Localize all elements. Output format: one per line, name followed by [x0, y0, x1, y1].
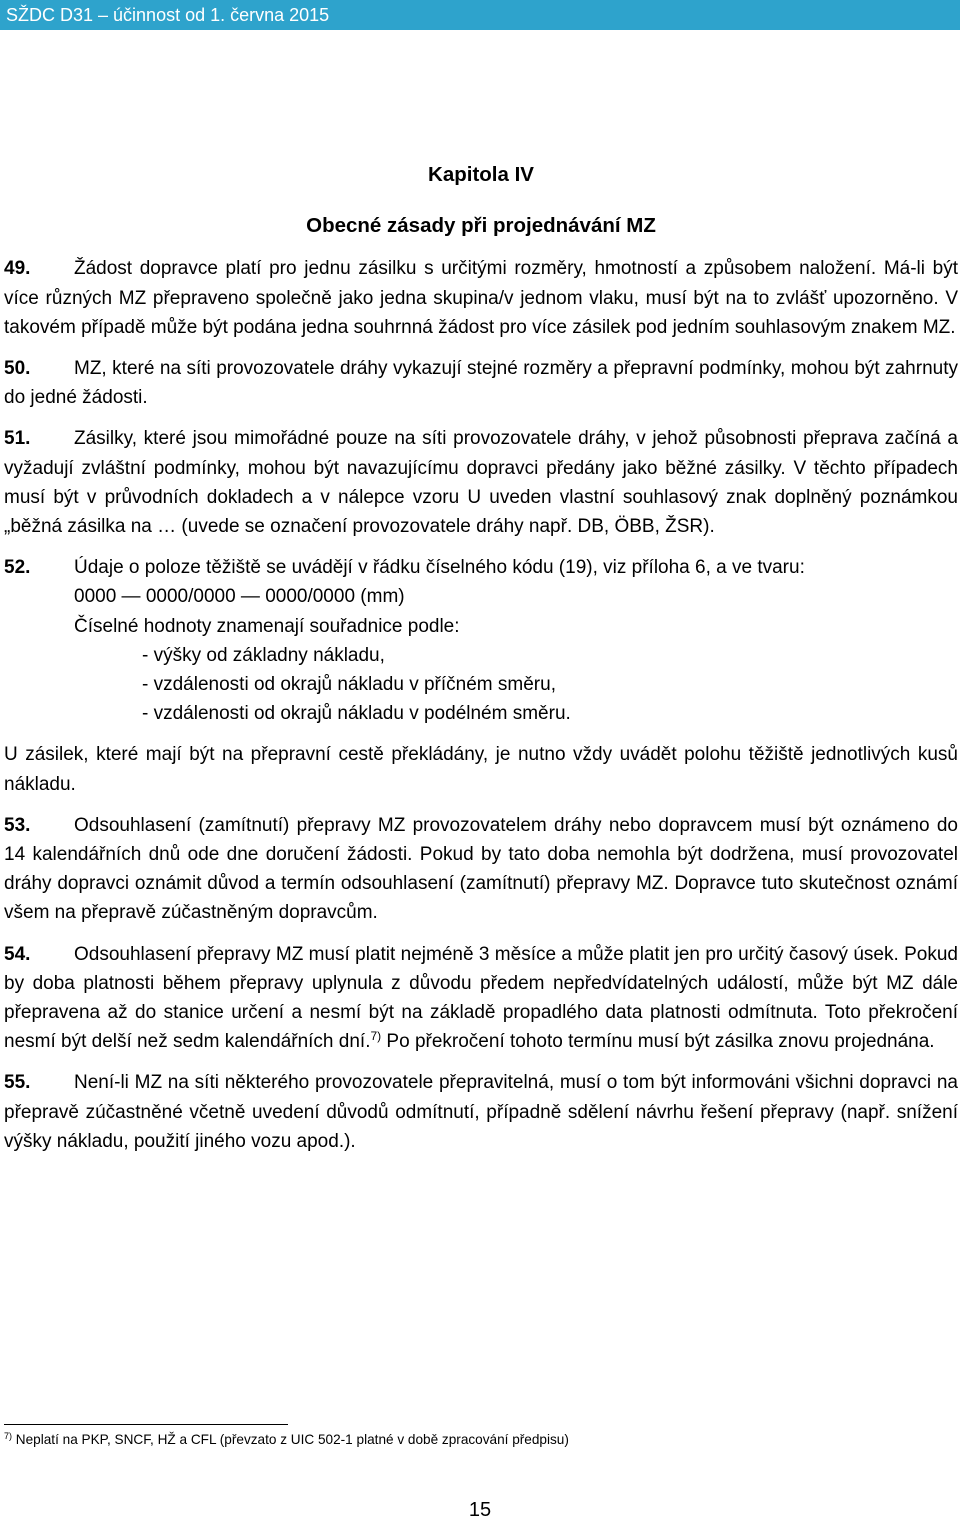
paragraph-50: [4, 354, 958, 412]
paragraph-53: [4, 811, 958, 928]
paragraph-text: Není-li MZ na síti některého provozovatele přepravitelná, musí o tom být informováni všichni dopravci na přepravě zúčastněné včetně uvedení důvodů odmítnutí, případně sdělení návrhu řešení přepravy (např. snížení výšky nákladu, použití jiného vozu apod.).: [4, 1072, 958, 1152]
footnote-marker: 7): [4, 1431, 13, 1441]
header-band: [0, 0, 960, 30]
page-number: 15: [468, 1499, 492, 1521]
paragraph-text: Údaje o poloze těžiště se uvádějí v řádku číselného kódu (19), viz příloha 6, a ve tvaru:: [74, 557, 805, 579]
coordinate-item: - vzdálenosti od okrajů nákladu v příčném směru,: [142, 674, 556, 696]
paragraph-text: Zásilky, které jsou mimořádné pouze na síti provozovatele dráhy, v jehož působnosti přeprava začíná a vyžadují zvláštní podmínky, mohou být navazujícímu dopravci předány jako běžné zásilky. V těchto případech musí být v průvodních dokladech a v nálepce vzoru U uveden vlastní souhlasový znak doplněný poznámkou „běžná zásilka na … (uvede se označení provozovatele dráhy např. DB, ÖBB, ŽSR).: [4, 428, 958, 538]
footnote: [4, 1431, 954, 1449]
paragraph-52-followup: U zásilek, které mají být na přepravní cestě překládány, je nutno vždy uvádět polohu těžiště jednotlivých kusů nákladu.: [4, 744, 958, 795]
coordinate-item: - vzdálenosti od okrajů nákladu v podélném směru.: [142, 703, 571, 725]
paragraph-text: Žádost dopravce platí pro jednu zásilku s určitými rozměry, hmotností a způsobem naložení. Má-li být více různých MZ přepraveno společně jako jedna skupina/v jednom vlaku, musí být na to zvlášť upozorněno. V takovém případě může být podána jedna souhrnná žádost pro více zásilek pod jedním souhlasovým znakem MZ.: [4, 258, 958, 338]
paragraph-number: 54.: [4, 943, 31, 965]
coordinate-item: - výšky od základny nákladu,: [142, 644, 385, 666]
paragraph-number: 53.: [4, 814, 31, 836]
chapter-title: Obecné zásady při projednávání MZ: [306, 214, 656, 238]
paragraph-number: 51.: [4, 428, 31, 450]
paragraph-text-continued: Po překročení tohoto termínu musí být zásilka znovu projednána.: [381, 1031, 935, 1053]
paragraph-text: Odsouhlasení (zamítnutí) přepravy MZ provozovatelem dráhy nebo dopravcem musí být oznámeno do 14 kalendářních dnů ode dne doručení žádosti. Pokud by tato doba nemohla být dodržena, musí provozovatel dráhy dopravci oznámit důvod a termín odsouhlasení (zamítnutí) přepravy MZ. Dopravce tuto skutečnost oznámí všem na přepravě zúčastněným dopravcům.: [4, 814, 958, 924]
centroid-format: 0000 — 0000/0000 — 0000/0000 (mm): [74, 586, 405, 608]
paragraph-54: [4, 940, 958, 1057]
paragraph-number: 55.: [4, 1072, 31, 1094]
paragraph-number: 52.: [4, 557, 31, 579]
paragraph-55: [4, 1068, 958, 1156]
footnote-text: Neplatí na PKP, SNCF, HŽ a CFL (převzato z UIC 502-1 platné v době zpracování předpisu): [12, 1432, 569, 1447]
coordinates-intro: Číselné hodnoty znamenají souřadnice podle:: [74, 615, 460, 637]
paragraph-52: [4, 553, 958, 728]
paragraph-49: [4, 254, 958, 342]
header-title: SŽDC D31 – účinnost od 1. června 2015: [6, 5, 330, 25]
chapter-number: Kapitola IV: [428, 163, 534, 186]
paragraph-51: [4, 424, 958, 541]
footnote-reference[interactable]: 7): [370, 1029, 382, 1044]
page-content: [4, 160, 958, 1168]
footnote-divider: [4, 1424, 288, 1425]
paragraph-text: Odsouhlasení přepravy MZ musí platit nejméně 3 měsíce a může platit jen pro určitý časový úsek. Pokud by doba platnosti během přepravy uplynula z důvodu předem nepředvídatelných událostí, může být MZ dále přepravena až do stanice určení a nesmí být na základě propadlého data platnosti odmítnuta. Toto překročení nesmí být delší než sedm kalendářních dní.: [4, 943, 958, 1053]
paragraph-text: MZ, které na síti provozovatele dráhy vykazují stejné rozměry a přepravní podmínky, mohou být zahrnuty do jedné žádosti.: [4, 358, 958, 409]
paragraph-number: 49.: [4, 258, 31, 280]
paragraph-number: 50.: [4, 358, 31, 380]
